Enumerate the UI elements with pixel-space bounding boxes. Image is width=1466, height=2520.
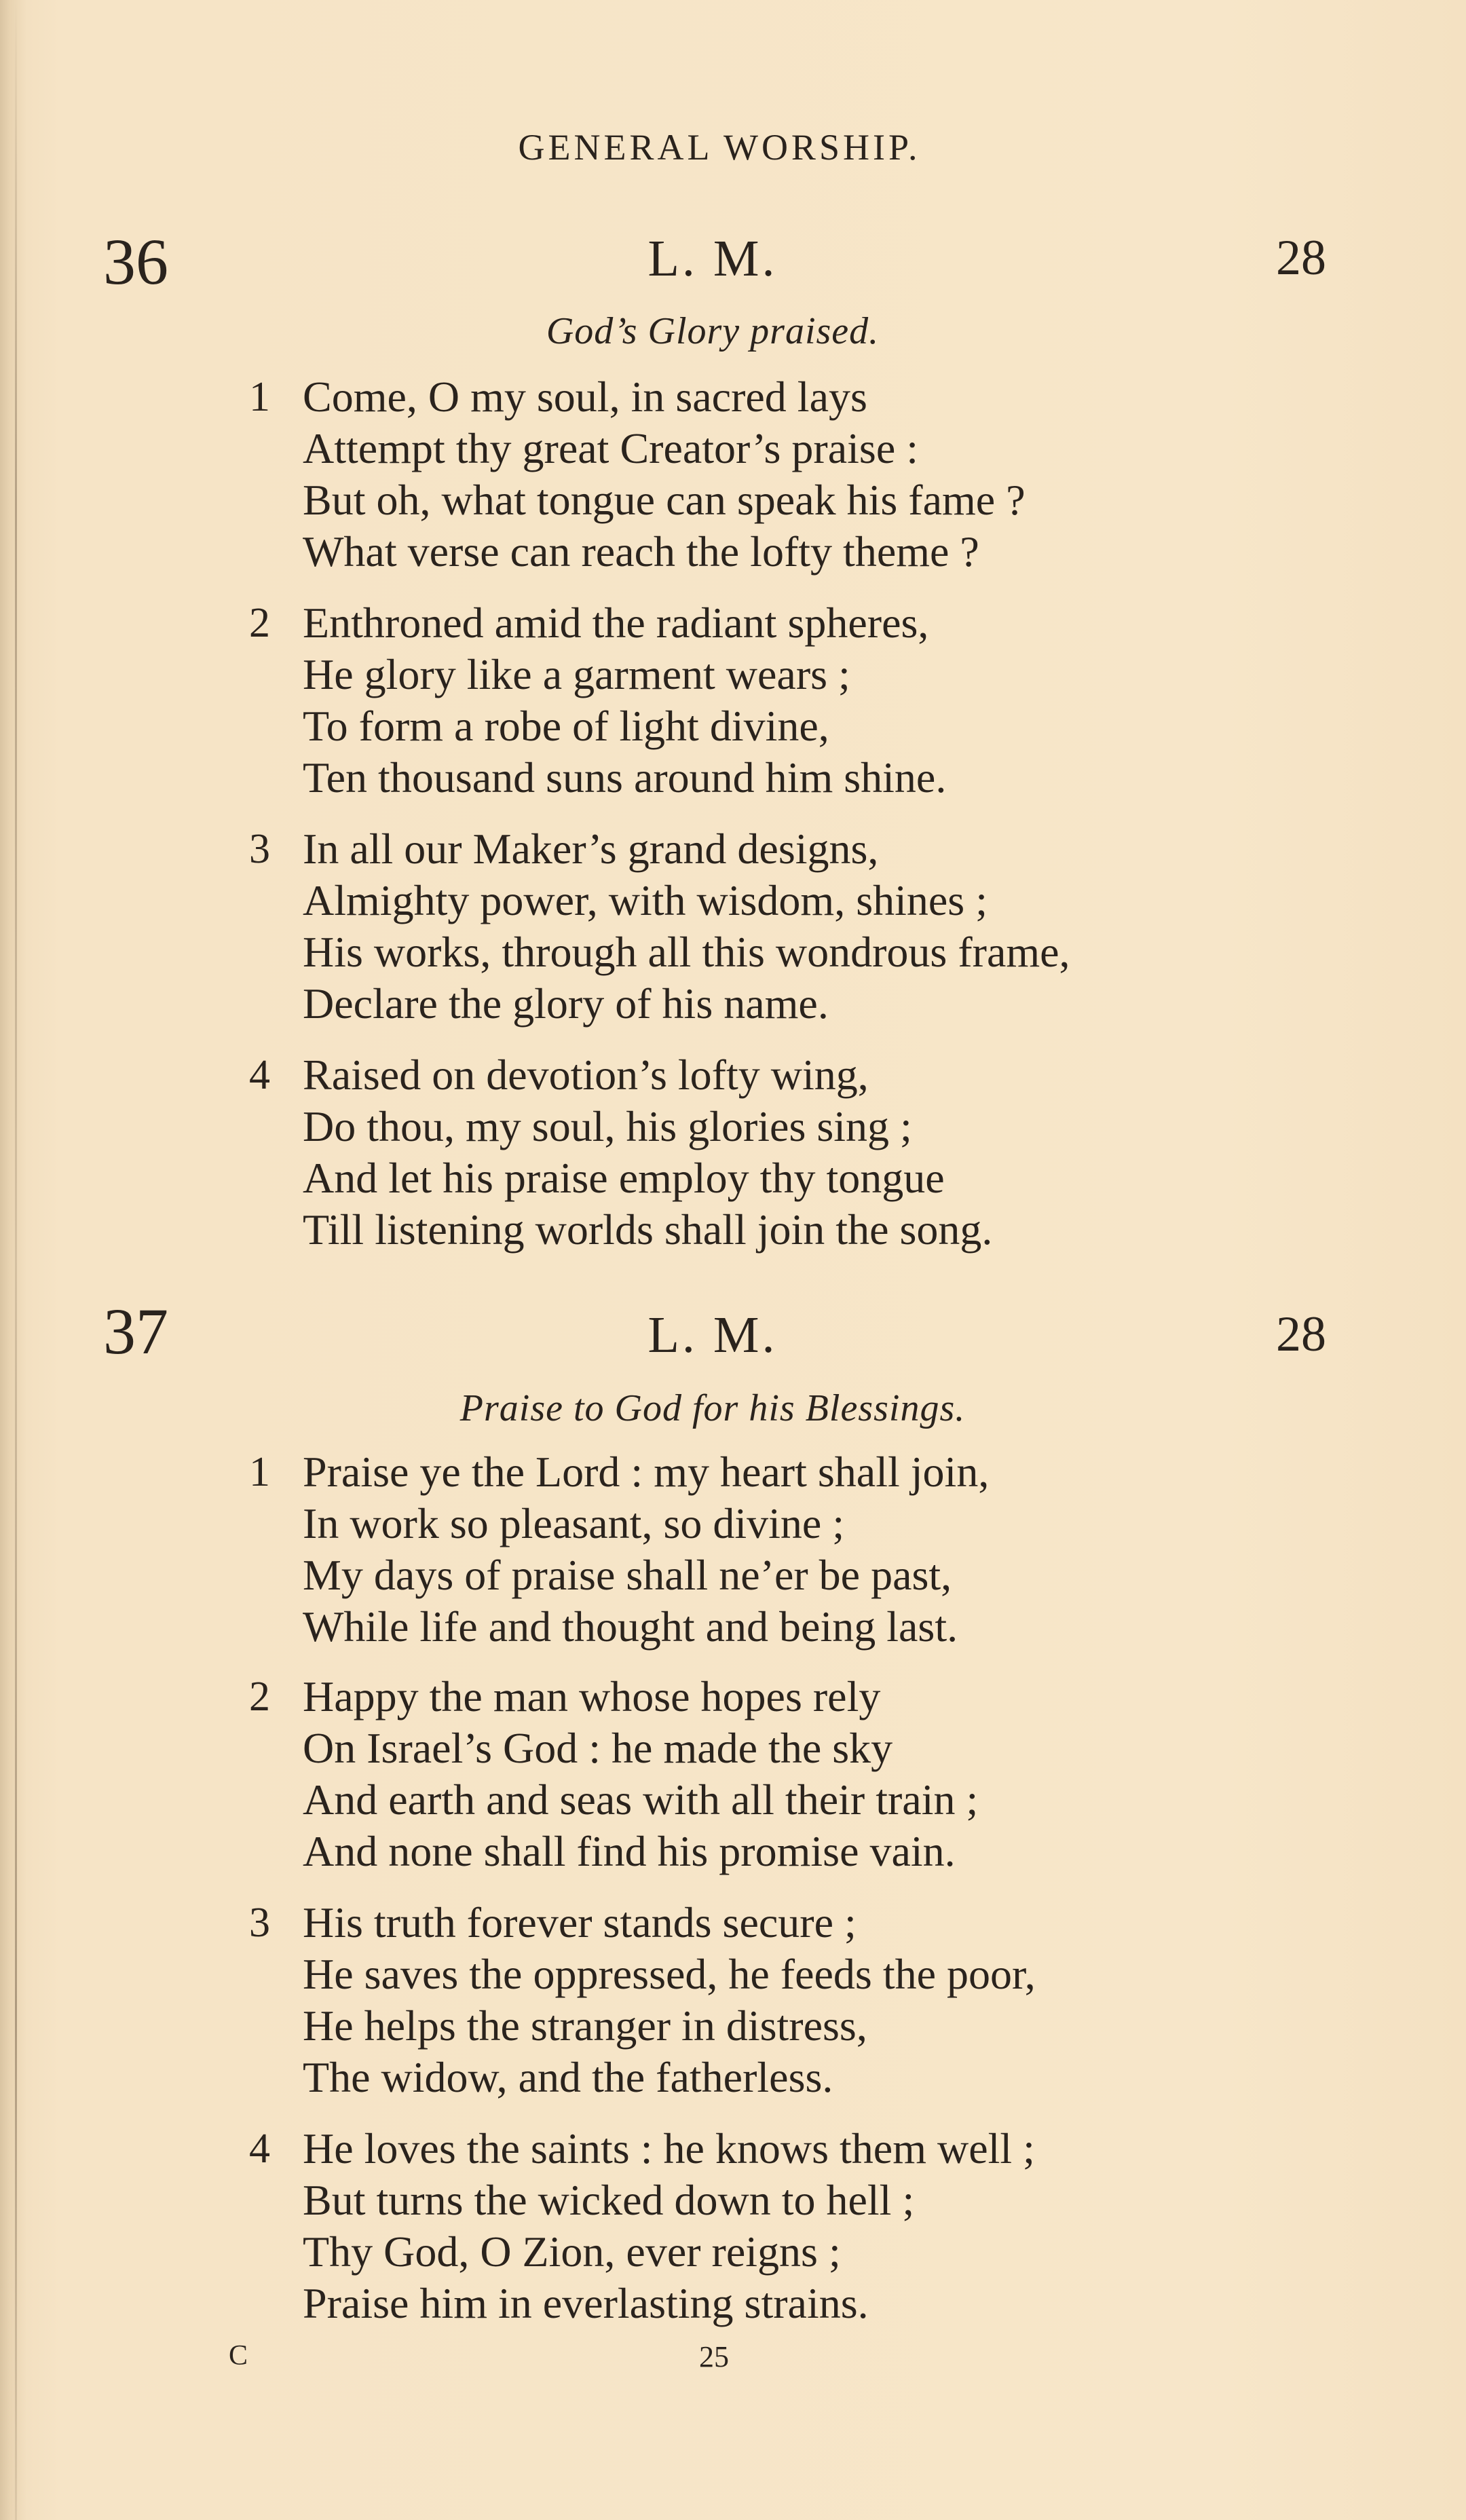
verse-line: He glory like a garment wears ; <box>303 650 850 698</box>
binding-gutter <box>15 0 17 2520</box>
verse-line: But oh, what tongue can speak his fame ? <box>303 476 1026 524</box>
verse-line: Come, O my soul, in sacred lays <box>303 373 867 421</box>
tune-number: 28 <box>1276 1306 1326 1362</box>
stanza <box>251 597 1459 804</box>
verse-line: Ten thousand suns around him shine. <box>303 753 947 802</box>
stanza-number: 1 <box>249 374 270 420</box>
verse-line: He saves the oppressed, he feeds the poor, <box>303 1950 1036 1998</box>
stanza <box>251 2123 1459 2329</box>
verse-line: And none shall find his promise vain. <box>303 1827 956 1875</box>
running-head: GENERAL WORSHIP. <box>518 127 921 168</box>
stanza-number: 4 <box>249 1052 270 1098</box>
stanza <box>251 1049 1459 1256</box>
stanza <box>251 1446 1459 1653</box>
verse-line: Till listening worlds shall join the song. <box>303 1205 993 1254</box>
verse-line: On Israel’s God : he made the sky <box>303 1724 893 1772</box>
verse-line: To form a robe of light divine, <box>303 702 829 750</box>
stanza-number: 2 <box>249 1674 270 1720</box>
hymn-meter: L. M. <box>647 230 778 287</box>
verse-line: What verse can reach the lofty theme ? <box>303 527 979 576</box>
verse-line: Do thou, my soul, his glories sing ; <box>303 1102 912 1150</box>
stanza <box>251 371 1459 578</box>
stanza-number: 3 <box>249 826 270 872</box>
hymn-title: God’s Glory praised. <box>546 310 880 352</box>
verse-line: He helps the stranger in distress, <box>303 2001 867 2050</box>
hymn-title: Praise to God for his Blessings. <box>459 1387 966 1429</box>
stanza <box>251 1671 1459 1877</box>
verse-line: Praise ye the Lord : my heart shall join, <box>303 1448 990 1496</box>
verse-line: His truth forever stands secure ; <box>303 1898 857 1947</box>
verse-line: Almighty power, with wisdom, shines ; <box>303 876 988 924</box>
verse-line: He loves the saints : he knows them well ; <box>303 2124 1035 2173</box>
stanza <box>251 1897 1459 2103</box>
verse-line: Praise him in everlasting strains. <box>303 2279 869 2327</box>
verse-line: And let his praise employ thy tongue <box>303 1154 945 1202</box>
verse-line: Enthroned amid the radiant spheres, <box>303 599 929 647</box>
verse-line: In work so pleasant, so divine ; <box>303 1499 845 1547</box>
verse-line: Raised on devotion’s lofty wing, <box>303 1051 869 1099</box>
verse-line: And earth and seas with all their train ; <box>303 1775 979 1824</box>
stanza-number: 2 <box>249 600 270 646</box>
page-number: 25 <box>699 2340 729 2373</box>
signature-mark: C <box>229 2340 248 2371</box>
stanza-number: 3 <box>249 1900 270 1946</box>
verse-line: Thy God, O Zion, ever reigns ; <box>303 2227 841 2276</box>
stanza-number: 1 <box>249 1449 270 1495</box>
verse-line: Attempt thy great Creator’s praise : <box>303 424 918 472</box>
hymn-number: 36 <box>103 225 168 298</box>
hymn-meter: L. M. <box>647 1306 778 1364</box>
verse-line: In all our Maker’s grand designs, <box>303 825 879 873</box>
verse-line: While life and thought and being last. <box>303 1602 958 1651</box>
verse-line: My days of praise shall ne’er be past, <box>303 1551 952 1599</box>
stanza <box>251 823 1459 1030</box>
verse-line: Happy the man whose hopes rely <box>303 1672 881 1720</box>
hymn-number: 37 <box>103 1295 168 1368</box>
verse-line: His works, through all this wondrous frame, <box>303 928 1070 976</box>
tune-number: 28 <box>1276 230 1326 286</box>
stanza-number: 4 <box>249 2126 270 2172</box>
verse-line: Declare the glory of his name. <box>303 979 829 1028</box>
verse-line: The widow, and the fatherless. <box>303 2053 833 2101</box>
verse-line: But turns the wicked down to hell ; <box>303 2176 915 2224</box>
